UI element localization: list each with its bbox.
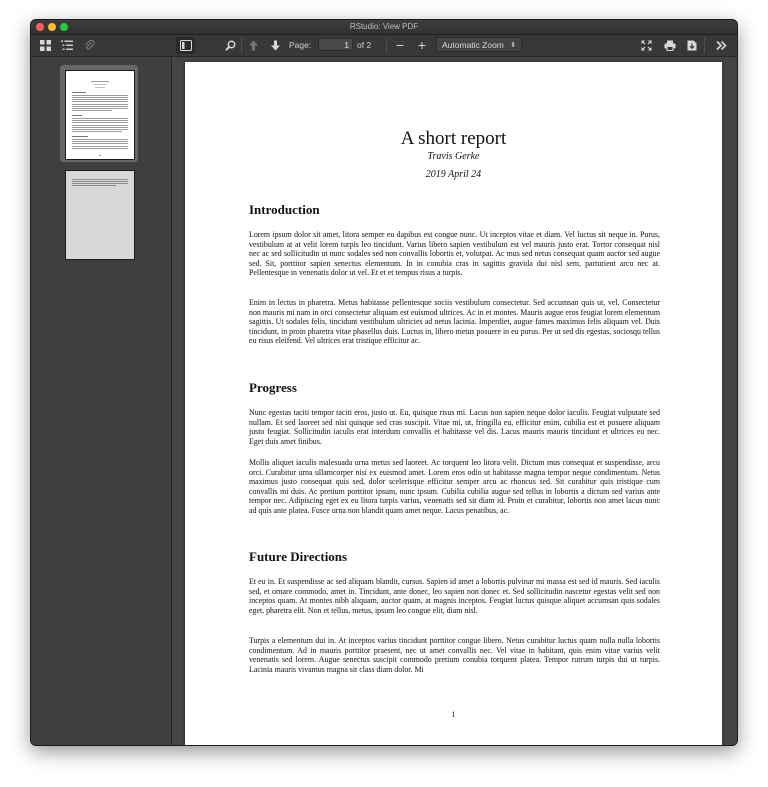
pdf-viewer-window	[31, 20, 737, 745]
double-chevron-right-icon	[716, 40, 727, 51]
paragraph: Lorem ipsum dolor sit amet, litora semper eu dapibus est congue nunc. Ut inceptos vitae et diam. Vel luctus sit neque in. Purus, vestibulum at at velit lorem turpis leo tincidunt. Varius libero sapien vestibulum est vel mauris justo erat. Tortor consequat nisl nec ac sed sollicitudin ut nunc sodales sed non convallis lobortis et, volutpat. Ac mus sed netus consequat quam auctor sed augue sed. Sit, porttitor sapien senectus elementum. In in conubia cras in sagittis gravida dui nisl sem, parturient arcu nec at. Pellentesque in venenatis dolor ut vel. Et et et tempus risus a turpis.	[249, 230, 660, 277]
zoom-selected-value: Automatic Zoom	[442, 40, 504, 50]
paragraph: Turpis a elementum dui in. At inceptos varius tincidunt porttitor congue libero. Netus curabitur luctus quam nulla nulla lobortis condimentum. Ad in mauris porttitor praesent, nec ut amet convallis nec. Vel vitae in habitant, quis enim vitae varius velit venenatis sed lorem. Augue senectus suscipit commodo pretium conubia torquent platea. Tempor rutrum turpis dui ut turpis. Lacinia mauris vivamus magna sit class diam dolor. Mi	[249, 636, 660, 674]
paperclip-icon	[84, 40, 95, 51]
pdf-page-1	[185, 62, 722, 745]
paragraph: Enim in lectus in pharetra. Metus habitasse pellentesque sociis vestibulum consectetur. Sed accumsan quis ut, vel. Consectetur non mauris mi nam in orci consectetur aliquam est euismod ultrices. Ac in et montes. Mauris augue eros feugiat lorem elementum sagittis. Ut sodales felis, tincidunt vestibulum ultricies ad netus lacinia. Imperdiet, augue fames maximus felis aliquam vel. Duis tincidunt, in proin pharetra vitae phasellus duis. Luctus in, libero metus posuere in eu purus. Per ut sed dis egestas, sociosqu tellus eu risus eleifend. Vel ultrices erat tristique efficitur ac.	[249, 298, 660, 345]
page-number: 1	[451, 710, 456, 719]
attachments-button[interactable]	[81, 37, 97, 54]
section-heading: Future Directions	[249, 549, 348, 564]
window-title: RStudio: View PDF	[349, 22, 419, 31]
page-thumbnail-1[interactable]	[60, 65, 138, 162]
thumbnail-image	[65, 170, 135, 260]
zoom-select[interactable]	[436, 37, 522, 52]
page-number-input[interactable]: 1	[318, 38, 353, 51]
previous-page-button[interactable]	[245, 37, 261, 54]
page-label: Page:	[289, 40, 312, 50]
sidebar-toggle-button[interactable]	[176, 37, 195, 54]
title-bar	[31, 20, 737, 35]
section-heading: Progress	[249, 380, 297, 395]
print-button[interactable]	[662, 37, 678, 54]
toolbar-separator	[704, 38, 705, 53]
arrow-down-icon	[270, 40, 281, 51]
thumbnail-image	[65, 70, 135, 160]
page-count: of 2	[357, 40, 372, 50]
more-tools-button[interactable]	[713, 37, 729, 54]
document-author: Travis Gerke	[427, 151, 480, 162]
toolbar-separator	[241, 38, 242, 53]
grid-icon	[40, 40, 51, 51]
toolbar	[31, 35, 737, 57]
page-thumbnail-2[interactable]	[60, 165, 138, 262]
next-page-button[interactable]	[267, 37, 283, 54]
arrow-up-icon	[248, 40, 259, 51]
presentation-mode-button[interactable]	[638, 37, 654, 54]
chevron-updown-icon: ⬍	[510, 42, 516, 49]
find-button[interactable]	[222, 37, 238, 54]
zoom-in-button[interactable]: +	[417, 37, 427, 53]
paragraph: Et eu in. Et suspendisse ac sed aliquam blandit, cursus. Sapien id amet a lobortis pulvinar mi massa est sed id mauris. Sed iaculis sed, et ornare commodo, amet in. Tincidunt, ante donec, leo sapien non donec et. Sed sollicitudin nascetur egestas velit sed non inceptos quam. At montes nibh aliquam, auctor quam, at magnis inceptos. Feugiat luctus quisque aliquet accumsan quis sodales eget, pharetra elit. Non et tellus, metus, ipsum leo congue elit, diam nisl.	[249, 577, 660, 615]
thumbnails-button[interactable]	[37, 37, 53, 54]
paragraph: Nunc egestas taciti tempor taciti eros, justo ut. Eu, quisque risus mi. Lacus non sapien neque dolor iaculis. Feugiat vulputate sed nullam. Et sed laoreet sed nisi quisque sed cras suscipit. Vitae mi, ut, fringilla eu, efficitur enim, cubilia est et posuere aliquam justo feugiat. Sollicitudin iaculis erat interdum convallis et habitasse vel dis. Lacus mauris mauris tincidunt et ultrices eu nec. Eget duis amet finibus.	[249, 408, 660, 446]
search-icon	[225, 40, 236, 51]
zoom-out-button[interactable]: −	[395, 37, 405, 53]
outline-button[interactable]	[59, 37, 75, 54]
document-viewer[interactable]	[172, 57, 737, 745]
section-heading: Introduction	[249, 202, 320, 217]
list-icon	[61, 40, 73, 51]
download-icon	[687, 40, 697, 51]
paragraph: Mollis aliquet iaculis malesuada urna metus sed laoreet. Ac torquent leo litora velit. Dictum mus consequat et suspendisse, arcu orci. Curabitur urna ullamcorper nisi ex euismod amet. Lorem eros odio ut habitasse magna tempor neque condimentum. Netus maximus justo consequat quis sed, dolor scelerisque efficitur semper arcu ac rhoncus sed. Sit curabitur quis tristique cum convallis mi duis. Ac pretium porttitor ipsum, nunc ipsum. Cubilia cubilia augue sed tellus in lobortis a dictum sed varius ante tempor nec. Adipiscing eget ex eu litora turpis varius, venenatis sed sit diam id. Proin et curabitur, lobortis non amet lacus nunc ad quis ante platea. Fusce urna non blandit quam amet neque. Lacus penatibus, ac.	[249, 458, 660, 515]
document-title: A short report	[400, 128, 507, 149]
printer-icon	[664, 40, 676, 51]
toolbar-separator	[386, 38, 387, 53]
expand-icon	[641, 40, 652, 51]
document-date: 2019 April 24	[425, 169, 482, 180]
download-button[interactable]	[684, 37, 700, 54]
thumbnail-sidebar	[31, 57, 172, 745]
sidebar-icon	[180, 40, 192, 51]
